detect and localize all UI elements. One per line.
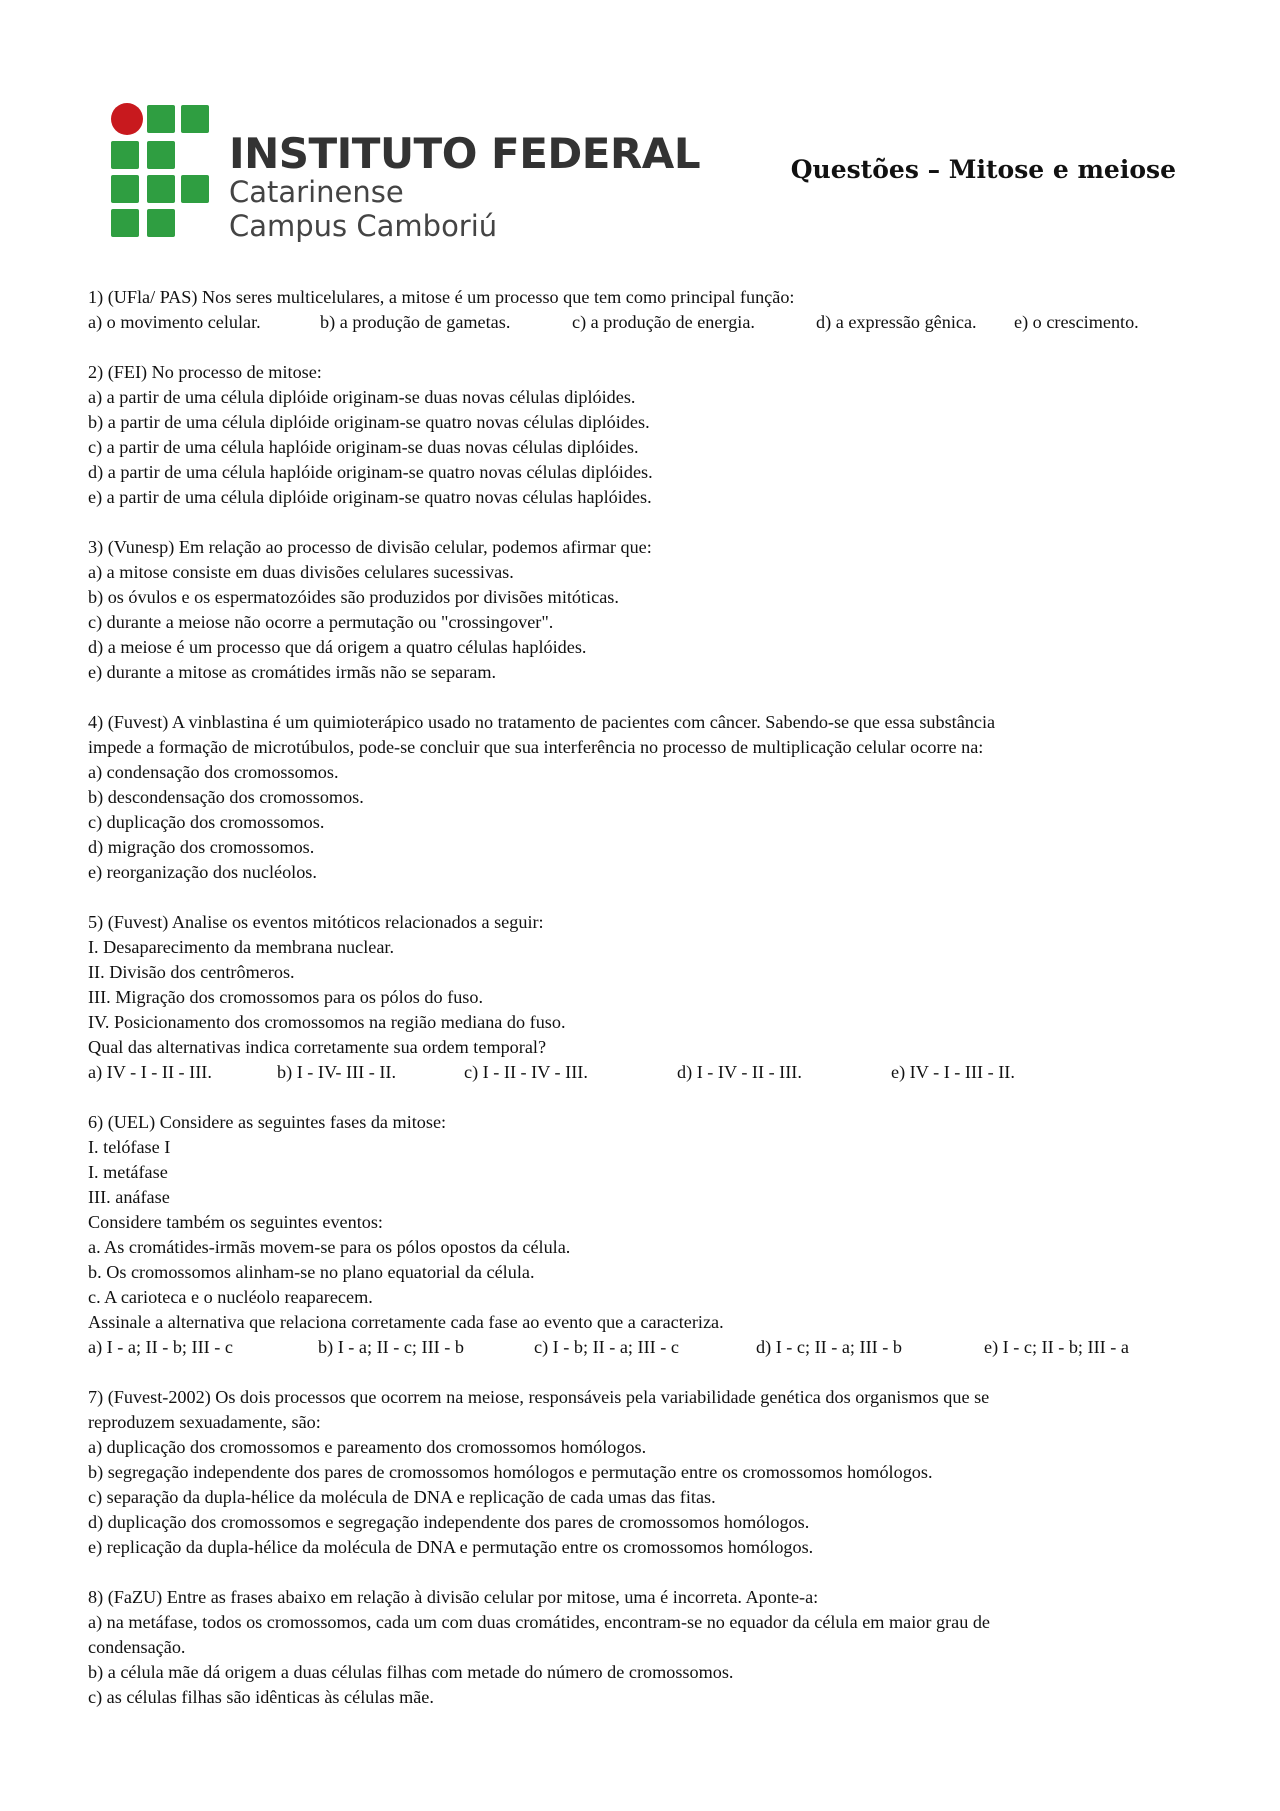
option: a) a mitose consiste em duas divisões celulares sucessivas. xyxy=(88,562,514,582)
questions-list xyxy=(88,285,1188,1735)
event-item: I. Desaparecimento da membrana nuclear. xyxy=(88,937,395,957)
option: d) migração dos cromossomos. xyxy=(88,837,315,857)
option: d) duplicação dos cromossomos e segregação independente dos pares de cromossomos homólogos. xyxy=(88,1512,810,1532)
options-row xyxy=(88,1060,1188,1085)
event-item: a. As cromátides-irmãs movem-se para os pólos opostos da célula. xyxy=(88,1237,571,1257)
option: b) descondensação dos cromossomos. xyxy=(88,787,364,807)
institution-subtitle: Catarinense xyxy=(229,175,404,209)
option: d) I - c; II - a; III - b xyxy=(756,1337,902,1357)
option: a) I - a; II - b; III - c xyxy=(88,1337,233,1357)
question-3 xyxy=(88,535,1188,685)
event-item: IV. Posicionamento dos cromossomos na região mediana do fuso. xyxy=(88,1012,566,1032)
question-stem: 3) (Vunesp) Em relação ao processo de divisão celular, podemos afirmar que: xyxy=(88,537,652,557)
option: e) I - c; II - b; III - a xyxy=(984,1337,1129,1357)
question-stem: 5) (Fuvest) Analise os eventos mitóticos relacionados a seguir: xyxy=(88,912,544,932)
options-row xyxy=(88,1335,1188,1360)
question-stem: 4) (Fuvest) A vinblastina é um quimioterápico usado no tratamento de pacientes com câncer. Sabendo-se que essa substância xyxy=(88,712,996,732)
question-6 xyxy=(88,1110,1188,1360)
option: c) separação da dupla-hélice da molécula de DNA e replicação de cada umas das fitas. xyxy=(88,1487,716,1507)
option: c) duplicação dos cromossomos. xyxy=(88,812,325,832)
institution-logo xyxy=(111,103,701,243)
question-7 xyxy=(88,1385,1188,1560)
question-stem-cont: reproduzem sexuadamente, são: xyxy=(88,1412,321,1432)
question-stem: 6) (UEL) Considere as seguintes fases da mitose: xyxy=(88,1112,447,1132)
option: b) I - a; II - c; III - b xyxy=(318,1337,464,1357)
option: a) na metáfase, todos os cromossomos, cada um com duas cromátides, encontram-se no equador da célula em maior grau de xyxy=(88,1612,990,1632)
option: c) as células filhas são idênticas às células mãe. xyxy=(88,1687,434,1707)
option: a) IV - I - II - III. xyxy=(88,1062,212,1082)
option: e) IV - I - III - II. xyxy=(891,1062,1015,1082)
event-item: II. Divisão dos centrômeros. xyxy=(88,962,295,982)
option: b) a partir de uma célula diplóide originam-se quatro novas células diplóides. xyxy=(88,412,650,432)
option: b) segregação independente dos pares de cromossomos homólogos e permutação entre os cromossomos homólogos. xyxy=(88,1462,933,1482)
event-item: c. A carioteca e o nucléolo reaparecem. xyxy=(88,1287,373,1307)
option: e) reorganização dos nucléolos. xyxy=(88,862,317,882)
question-prompt: Qual das alternativas indica corretamente sua ordem temporal? xyxy=(88,1037,547,1057)
option: b) a célula mãe dá origem a duas células filhas com metade do número de cromossomos. xyxy=(88,1662,734,1682)
logo-mark-icon xyxy=(111,103,211,243)
question-stem: 8) (FaZU) Entre as frases abaixo em relação à divisão celular por mitose, uma é incorreta. Aponte-a: xyxy=(88,1587,819,1607)
page-title: Questões – Mitose e meiose xyxy=(790,155,1176,184)
option-cont: condensação. xyxy=(88,1637,186,1657)
option: a) duplicação dos cromossomos e pareamento dos cromossomos homólogos. xyxy=(88,1437,647,1457)
question-2 xyxy=(88,360,1188,510)
option: a) condensação dos cromossomos. xyxy=(88,762,339,782)
event-item: b. Os cromossomos alinham-se no plano equatorial da célula. xyxy=(88,1262,535,1282)
events-intro: Considere também os seguintes eventos: xyxy=(88,1212,383,1232)
question-prompt: Assinale a alternativa que relaciona corretamente cada fase ao evento que a caracteriza. xyxy=(88,1312,724,1332)
option: c) a produção de energia. xyxy=(572,312,755,332)
phase-item: I. metáfase xyxy=(88,1162,168,1182)
option: c) a partir de uma célula haplóide originam-se duas novas células diplóides. xyxy=(88,437,639,457)
option: c) I - b; II - a; III - c xyxy=(534,1337,679,1357)
option: e) o crescimento. xyxy=(1014,312,1139,332)
option: e) a partir de uma célula diplóide originam-se quatro novas células haplóides. xyxy=(88,487,652,507)
option: d) I - IV - II - III. xyxy=(677,1062,802,1082)
option: b) os óvulos e os espermatozóides são produzidos por divisões mitóticas. xyxy=(88,587,619,607)
event-item: III. Migração dos cromossomos para os pólos do fuso. xyxy=(88,987,484,1007)
option: a) o movimento celular. xyxy=(88,312,261,332)
phase-item: III. anáfase xyxy=(88,1187,170,1207)
option: d) a expressão gênica. xyxy=(816,312,977,332)
option: c) durante a meiose não ocorre a permutação ou "crossingover". xyxy=(88,612,554,632)
question-1 xyxy=(88,285,1188,335)
question-stem: 7) (Fuvest-2002) Os dois processos que ocorrem na meiose, responsáveis pela variabilidade genética dos organismos que se xyxy=(88,1387,990,1407)
question-4 xyxy=(88,710,1188,885)
phase-item: I. telófase I xyxy=(88,1137,171,1157)
question-stem: 2) (FEI) No processo de mitose: xyxy=(88,362,322,382)
question-5 xyxy=(88,910,1188,1085)
question-8 xyxy=(88,1585,1188,1710)
question-stem-cont: impede a formação de microtúbulos, pode-se concluir que sua interferência no processo de multiplicação celular ocorre na: xyxy=(88,737,984,757)
option: e) replicação da dupla-hélice da molécula de DNA e permutação entre os cromossomos homólogos. xyxy=(88,1537,814,1557)
option: c) I - II - IV - III. xyxy=(464,1062,588,1082)
institution-campus: Campus Camboriú xyxy=(229,209,498,243)
option: b) I - IV- III - II. xyxy=(277,1062,397,1082)
institution-name: INSTITUTO FEDERAL xyxy=(229,129,701,178)
option: a) a partir de uma célula diplóide originam-se duas novas células diplóides. xyxy=(88,387,636,407)
option: e) durante a mitose as cromátides irmãs não se separam. xyxy=(88,662,497,682)
options-row xyxy=(88,310,1188,335)
option: d) a partir de uma célula haplóide originam-se quatro novas células diplóides. xyxy=(88,462,653,482)
option: d) a meiose é um processo que dá origem a quatro células haplóides. xyxy=(88,637,587,657)
question-stem: 1) (UFla/ PAS) Nos seres multicelulares, a mitose é um processo que tem como principal função: xyxy=(88,287,795,307)
option: b) a produção de gametas. xyxy=(320,312,511,332)
